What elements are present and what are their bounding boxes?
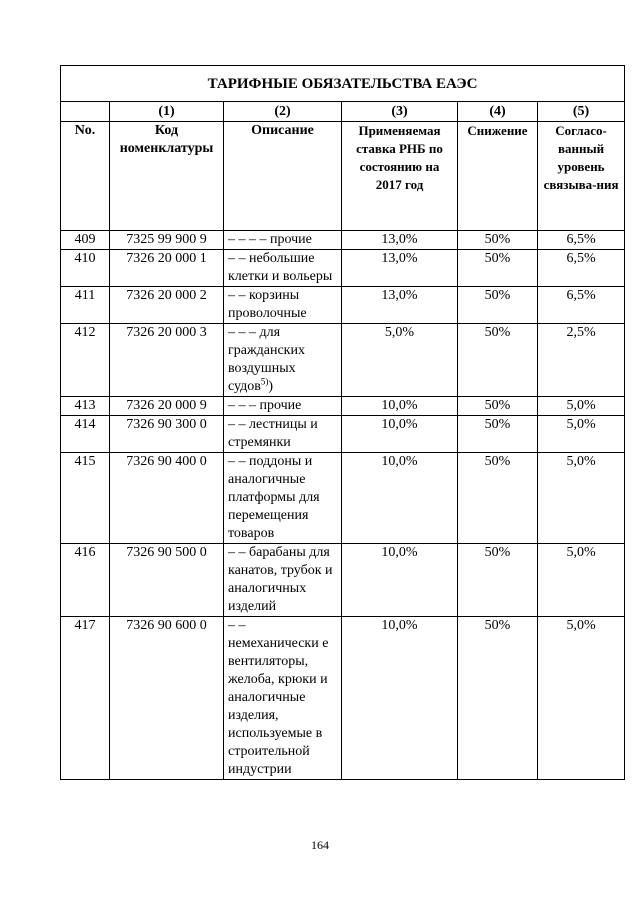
row-no: 417 bbox=[61, 617, 110, 780]
table-row bbox=[61, 416, 625, 453]
row-rate: 10,0% bbox=[342, 453, 458, 544]
column-number-row bbox=[61, 102, 625, 122]
row-code: 7325 99 900 9 bbox=[110, 231, 224, 250]
row-no: 412 bbox=[61, 324, 110, 397]
row-bound: 6,5% bbox=[538, 250, 625, 287]
row-reduction: 50% bbox=[458, 250, 538, 287]
row-code: 7326 20 000 2 bbox=[110, 287, 224, 324]
row-rate: 10,0% bbox=[342, 544, 458, 617]
row-rate: 10,0% bbox=[342, 416, 458, 453]
row-no: 413 bbox=[61, 397, 110, 416]
row-reduction: 50% bbox=[458, 544, 538, 617]
table-row bbox=[61, 397, 625, 416]
table-row bbox=[61, 324, 625, 397]
row-rate: 13,0% bbox=[342, 231, 458, 250]
column-number: (2) bbox=[224, 102, 342, 122]
row-no: 410 bbox=[61, 250, 110, 287]
page-number: 164 bbox=[311, 838, 329, 852]
row-description: – – лестницы и стремянки bbox=[224, 416, 342, 453]
row-rate: 10,0% bbox=[342, 397, 458, 416]
header-no: No. bbox=[61, 122, 110, 231]
table-title: ТАРИФНЫЕ ОБЯЗАТЕЛЬСТВА ЕАЭС bbox=[61, 66, 625, 102]
row-code: 7326 90 300 0 bbox=[110, 416, 224, 453]
row-description: – – – прочие bbox=[224, 397, 342, 416]
row-no: 409 bbox=[61, 231, 110, 250]
row-reduction: 50% bbox=[458, 231, 538, 250]
column-number: (4) bbox=[458, 102, 538, 122]
table-row bbox=[61, 617, 625, 780]
table-row bbox=[61, 287, 625, 324]
column-number: (3) bbox=[342, 102, 458, 122]
row-rate: 13,0% bbox=[342, 287, 458, 324]
row-no: 411 bbox=[61, 287, 110, 324]
table-row bbox=[61, 250, 625, 287]
row-code: 7326 90 500 0 bbox=[110, 544, 224, 617]
row-rate: 10,0% bbox=[342, 617, 458, 780]
row-reduction: 50% bbox=[458, 416, 538, 453]
header-bound: Согласо-ванный уровень связыва-ния bbox=[538, 122, 625, 231]
table-row bbox=[61, 231, 625, 250]
row-description: – – небольшие клетки и вольеры bbox=[224, 250, 342, 287]
row-reduction: 50% bbox=[458, 287, 538, 324]
row-bound: 5,0% bbox=[538, 617, 625, 780]
row-bound: 5,0% bbox=[538, 416, 625, 453]
row-code: 7326 20 000 3 bbox=[110, 324, 224, 397]
header-rate: Применяемая ставка РНБ по состоянию на 2017 год bbox=[342, 122, 458, 231]
row-description: – – корзины проволочные bbox=[224, 287, 342, 324]
row-code: 7326 90 600 0 bbox=[110, 617, 224, 780]
header-reduction: Снижение bbox=[458, 122, 538, 231]
row-code: 7326 20 000 9 bbox=[110, 397, 224, 416]
row-description-tail: ) bbox=[268, 379, 274, 394]
row-reduction: 50% bbox=[458, 397, 538, 416]
row-reduction: 50% bbox=[458, 324, 538, 397]
row-reduction: 50% bbox=[458, 617, 538, 780]
row-bound: 2,5% bbox=[538, 324, 625, 397]
row-code: 7326 20 000 1 bbox=[110, 250, 224, 287]
row-rate: 5,0% bbox=[342, 324, 458, 397]
row-no: 416 bbox=[61, 544, 110, 617]
column-number: (5) bbox=[538, 102, 625, 122]
header-description: Описание bbox=[224, 122, 342, 231]
row-description: – – – – прочие bbox=[224, 231, 342, 250]
row-no: 415 bbox=[61, 453, 110, 544]
row-description-text: – – – для гражданских воздушных судов bbox=[228, 325, 305, 394]
row-reduction: 50% bbox=[458, 453, 538, 544]
row-no: 414 bbox=[61, 416, 110, 453]
header-row bbox=[61, 122, 625, 231]
row-code: 7326 90 400 0 bbox=[110, 453, 224, 544]
column-number: (1) bbox=[110, 102, 224, 122]
row-description: – – барабаны для канатов, трубок и аналогичных изделий bbox=[224, 544, 342, 617]
footnote-mark: 5) bbox=[260, 376, 269, 387]
column-number-blank bbox=[61, 102, 110, 122]
row-bound: 6,5% bbox=[538, 231, 625, 250]
row-bound: 5,0% bbox=[538, 453, 625, 544]
row-bound: 5,0% bbox=[538, 544, 625, 617]
row-description: – – поддоны и аналогичные платформы для перемещения товаров bbox=[224, 453, 342, 544]
row-description bbox=[224, 324, 342, 397]
row-description: – – немеханически е вентиляторы, желоба, крюки и аналогичные изделия, используемые в строительной индустрии bbox=[224, 617, 342, 780]
header-code: Код номенклатуры bbox=[110, 122, 224, 231]
row-bound: 6,5% bbox=[538, 287, 625, 324]
row-rate: 13,0% bbox=[342, 250, 458, 287]
row-bound: 5,0% bbox=[538, 397, 625, 416]
tariff-table bbox=[60, 65, 625, 780]
table-row bbox=[61, 544, 625, 617]
table-row bbox=[61, 453, 625, 544]
